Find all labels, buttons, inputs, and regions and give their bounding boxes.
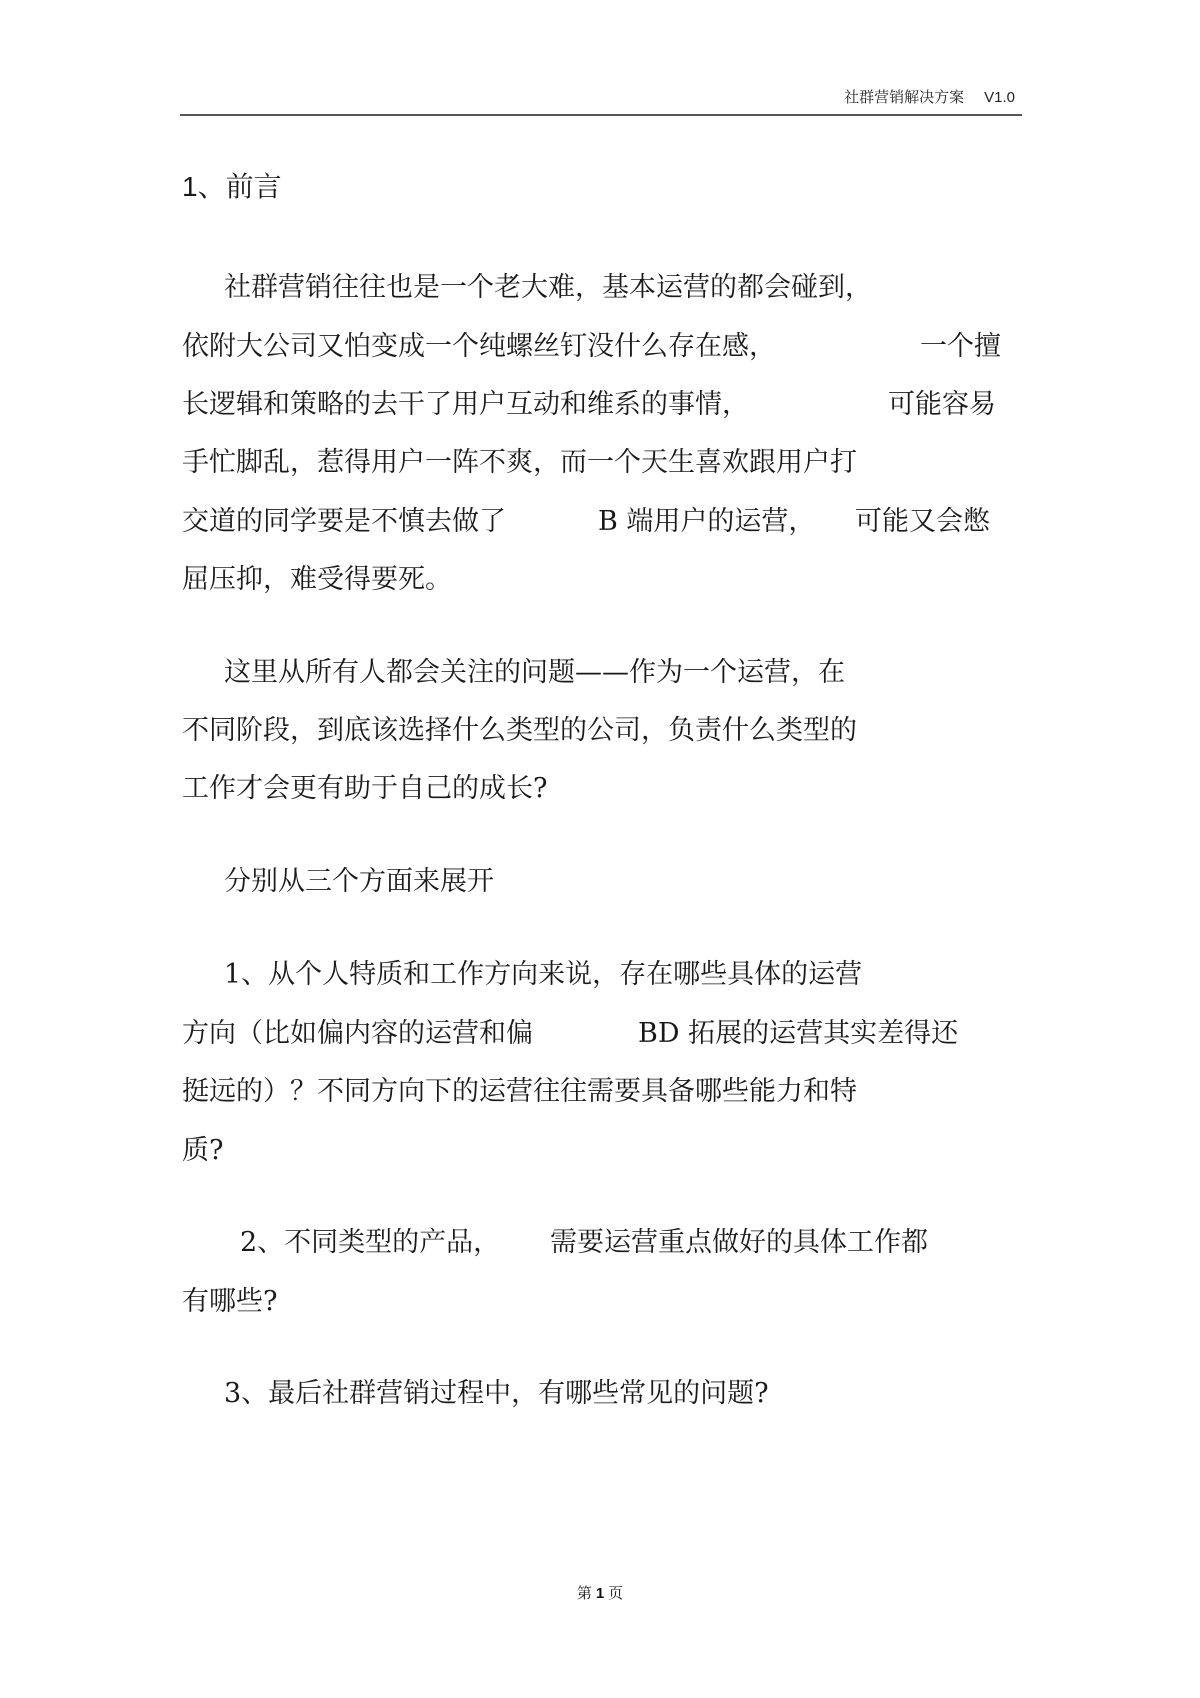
footer-prefix: 第: [576, 1584, 592, 1602]
running-header: [844, 86, 1015, 107]
header-divider: [180, 114, 1022, 116]
paragraph-line: 依附大公司又怕变成一个纯螺丝钉没什么存在感，: [182, 331, 776, 362]
list-item-line: 2、不同类型的产品，: [240, 1227, 501, 1258]
paragraph-line: 不同阶段，到底该选择什么类型的公司，负责什么类型的: [182, 715, 857, 746]
list-item-line: 挺远的）？不同方向下的运营往往需要具备哪些能力和特: [182, 1076, 857, 1107]
list-item-line: 1、从个人特质和工作方向来说，存在哪些具体的运营: [224, 959, 863, 990]
section-heading: [182, 170, 282, 204]
list-item-line: BD 拓展的运营其实差得还: [638, 1018, 959, 1049]
paragraph-line: 一个擅: [920, 331, 1001, 362]
paragraph-line: 工作才会更有助于自己的成长?: [182, 773, 548, 804]
list-item-line: 有哪些?: [182, 1286, 278, 1317]
header-version: V1.0: [984, 89, 1015, 106]
section-heading-number: 1、: [182, 171, 226, 202]
list-item-line: 需要运营重点做好的具体工作都: [550, 1227, 928, 1258]
header-doc-title: 社群营销解决方案: [844, 88, 965, 106]
paragraph-line: 这里从所有人都会关注的问题——作为一个运营，在: [224, 657, 845, 688]
paragraph-line: B 端用户的运营，: [598, 506, 816, 537]
footer-suffix: 页: [608, 1584, 624, 1602]
paragraph-line: 屈压抑，难受得要死。: [182, 564, 452, 595]
paragraph-line: 交道的同学要是不慎去做了: [182, 506, 506, 537]
list-item-line: 方向（比如偏内容的运营和偏: [182, 1018, 533, 1049]
paragraph-line: 可能容易: [888, 389, 996, 420]
paragraph-line: 社群营销往往也是一个老大难，基本运营的都会碰到，: [224, 272, 872, 303]
page-number: 1: [595, 1585, 605, 1602]
list-item-line: 质?: [182, 1135, 224, 1166]
paragraph-line: 可能又会憋: [855, 506, 990, 537]
section-heading-text: 前言: [225, 170, 282, 203]
list-item-line: 3、最后社群营销过程中，有哪些常见的问题?: [224, 1378, 769, 1409]
paragraph-line: 长逻辑和策略的去干了用户互动和维系的事情，: [182, 389, 749, 420]
paragraph-line: 分别从三个方面来展开: [224, 866, 494, 897]
paragraph-line: 手忙脚乱，惹得用户一阵不爽，而一个天生喜欢跟用户打: [182, 447, 857, 478]
page-footer: [0, 1582, 1200, 1603]
